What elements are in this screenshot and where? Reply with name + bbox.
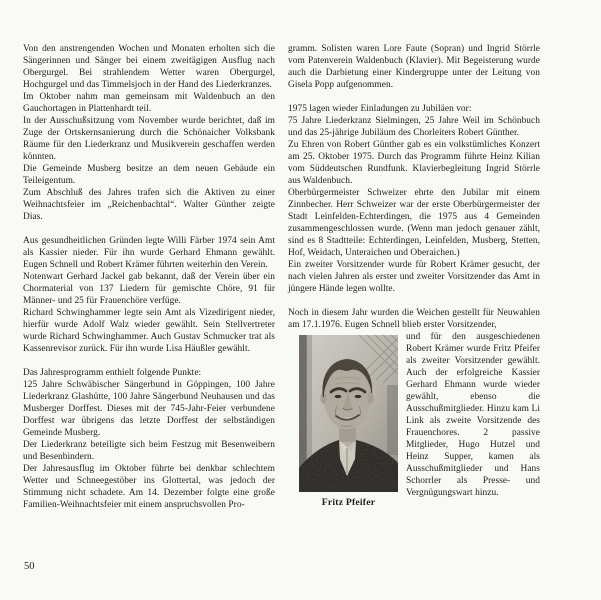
text-columns xyxy=(23,43,540,511)
text-paragraph: 1975 lagen wieder Einladungen zu Jubiläen vor: xyxy=(288,104,472,114)
text-paragraph: Ein zweiter Vorsitzender wurde für Robert Krämer gesucht, der nach vielen Jahren als erster und zweiter Vorsitzender das Amt in jüngere Hände legen wollte. xyxy=(288,260,540,294)
text-paragraph: Aus gesundheitlichen Gründen legte Willi Färber 1974 sein Amt als Kassier nieder. Für ihn wurde Gerhard Ehmann gewählt. Eugen Schnell und Robert Krämer führten weiterhin den Verein. xyxy=(23,236,275,270)
text-paragraph: 75 Jahre Liederkranz Sielmingen, 25 Jahre Weil im Schönbuch und das 25-jährige Jubiläum des Chorleiters Robert Günther. xyxy=(288,116,540,138)
text-paragraph: Der Liederkranz beteiligte sich beim Festzug mit Besenweibern und Besenbindern. xyxy=(23,440,275,462)
text-paragraph: Die Gemeinde Musberg besitze an dem neuen Gebäude ein Teileigentum. xyxy=(23,164,275,186)
text-paragraph: Zu Ehren von Robert Günther gab es ein volkstümliches Konzert am 25. Oktober 1975. Durch das Programm führte Heinz Kilian vom Süddeutschen Rundfunk. Klavierbegleitung Ingrid Störrle aus Waldenbuch. xyxy=(288,140,540,186)
text-paragraph: Das Jahresprogramm enthielt folgende Punkte: xyxy=(23,368,202,378)
text-paragraph: Der Jahresausflug im Oktober führte bei denkbar schlechtem Wetter und Schneegestöber ins Glottertal, was jedoch der Stimmung nicht schadete. Am 14. Dezember folgte eine große Familien-Weihnachtsfeier mit einem anspruchsvollen Pro- xyxy=(23,464,275,510)
photo-caption: Fritz Pfeifer xyxy=(321,497,376,508)
fritz-pfeifer-portrait-photo xyxy=(299,335,398,492)
text-paragraph: 125 Jahre Schwäbischer Sängerbund in Göppingen, 100 Jahre Liederkranz Glashütte, 100 Jahre Sängerbund Neuhausen und das Musberger Dorffest. Dieses mit der 745-Jahr-Feier verbundene Dorffest war übrigens das letzte Dorffest der selbständigen Gemeinde Musberg. xyxy=(23,380,275,438)
text-paragraph: In der Ausschußsitzung vom November wurde berichtet, daß im Zuge der Ortskernsanierung durch die Schönaicher Volksbank Räume für den Liederkranz und Musikverein geschaffen werden könnten. xyxy=(23,116,275,162)
text-paragraph: Von den anstrengenden Wochen und Monaten erholten sich die Sängerinnen und Sänger bei einem zweitägigen Ausflug nach Obergurgel. Bei strahlendem Wetter waren Obergurgel, Hochgurgel und das Timmelsjoch in der Hand des Liederkranzes. xyxy=(23,44,275,90)
photo-block xyxy=(299,335,398,509)
text-paragraph: Zum Abschluß des Jahres trafen sich die Aktiven zu einer Weihnachtsfeier im „Reichenbachtal“. Walter Günther zeigte Dias. xyxy=(23,188,275,222)
text-paragraph: und für den ausgeschiedenen Robert Krämer wurde Fritz Pfeifer als zweiter Vorsitzender gewählt. Auch der erfolgreiche Kassier Gerhard Ehmann wurde wieder gewählt, ebenso die Ausschußmitglieder. Hinzu kam Li Link als zweite Vorsitzende des Frauenchores. 2 passive Mitglieder, Hugo Hutzel und Heinz Supper, kamen als Ausschußmitglieder und Hans Schorrler als Presse- und Vergnügungswart hinzu. xyxy=(406,332,540,498)
text-paragraph: gramm. Solisten waren Lore Faute (Sopran) und Ingrid Störrle vom Patenverein Waldenbuch (Klavier). Mit Begeisterung wurde auch die Darbietung einer Kindergruppe unter der Leitung von Gisela Popp aufgenommen. xyxy=(288,44,540,90)
text-paragraph: Richard Schwinghammer legte sein Amt als Vizedirigent nieder, hierfür wurde Adolf Walz wieder gewählt. Sein Stellvertreter wurde Richard Schwinghammer. Auch Gustav Schmucker trat als Kassenrevisor zurück. Für ihn wurde Lisa Häußler gewählt. xyxy=(23,308,275,354)
left-column xyxy=(23,43,275,511)
text-paragraph: Notenwart Gerhard Jackel gab bekannt, daß der Verein über ein Chormaterial von 137 Liedern für gemischte Chöre, 91 für Männer- und 25 für Frauenchöre verfüge. xyxy=(23,272,275,306)
page-number: 50 xyxy=(24,561,35,572)
portrait-photo-illustration xyxy=(299,335,398,492)
text-paragraph: Oberbürgermeister Schweizer ehrte den Jubilar mit einem Zinnbecher. Herr Schweizer war der erste Oberbürgermeister der Stadt Leinfelden-Echterdingen, die 1975 aus 4 Gemeinden zusammengeschlossen wurde. (Wenn man jedoch genauer zählt, sind es 8 Stadtteile: Echterdingen, Leinfelden, Musberg, Stetten, Hof, Weidach, Unteraichen und Oberaichen.) xyxy=(288,188,540,258)
text-paragraph: Noch in diesem Jahr wurden die Weichen gestellt für Neuwahlen am 17.1.1976. Eugen Schnell blieb erster Vorsitzender, xyxy=(288,308,540,330)
right-column xyxy=(288,43,540,511)
text-paragraph: Im Oktober nahm man gemeinsam mit Waldenbuch an den Gauchortagen in Plattenhardt teil. xyxy=(23,92,275,114)
